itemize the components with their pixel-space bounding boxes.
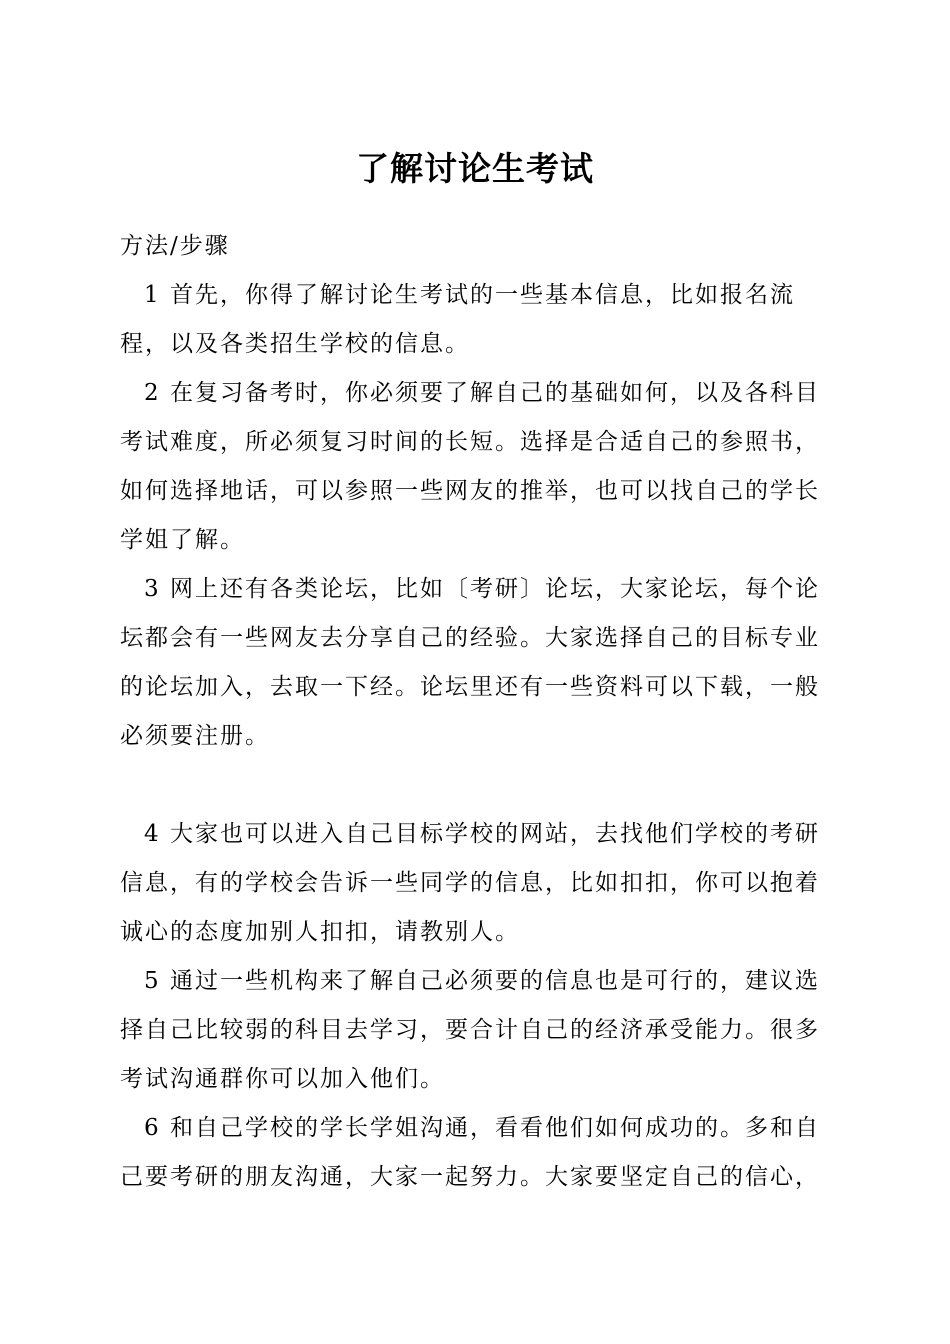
document-title: 了解讨论生考试 bbox=[356, 149, 594, 188]
document-body bbox=[120, 222, 835, 1202]
step-3-paragraph: 3 网上还有各类论坛，比如〔考研〕论坛，大家论坛，每个论坛都会有一些网友去分享自己的经验。大家选择自己的目标专业的论坛加入，去取一下经。论坛里还有一些资料可以下载，一般必须要注册。 bbox=[120, 576, 820, 749]
paragraph-gap bbox=[120, 761, 835, 810]
step-4-paragraph: 4 大家也可以进入自己目标学校的网站，去找他们学校的考研信息，有的学校会告诉一些同学的信息，比如扣扣，你可以抱着诚心的态度加别人扣扣，请教别人。 bbox=[120, 821, 820, 945]
method-heading: 方法/步骤 bbox=[120, 233, 230, 259]
step-2-paragraph: 2 在复习备考时，你必须要了解自己的基础如何，以及各科目考试难度，所必须复习时间的长短。选择是合适自己的参照书，如何选择地话，可以参照一些网友的推举，也可以找自己的学长学姐了解。 bbox=[120, 380, 820, 553]
step-5-paragraph: 5 通过一些机构来了解自己必须要的信息也是可行的，建议选择自己比较弱的科目去学习，要合计自己的经济承受能力。很多考试沟通群你可以加入他们。 bbox=[120, 968, 820, 1092]
step-6-paragraph: 6 和自己学校的学长学姐沟通，看看他们如何成功的。多和自己要考研的朋友沟通，大家一起努力。大家要坚定自己的信心， bbox=[120, 1115, 820, 1190]
step-1-paragraph: 1 首先，你得了解讨论生考试的一些基本信息，比如报名流程，以及各类招生学校的信息。 bbox=[120, 282, 795, 357]
